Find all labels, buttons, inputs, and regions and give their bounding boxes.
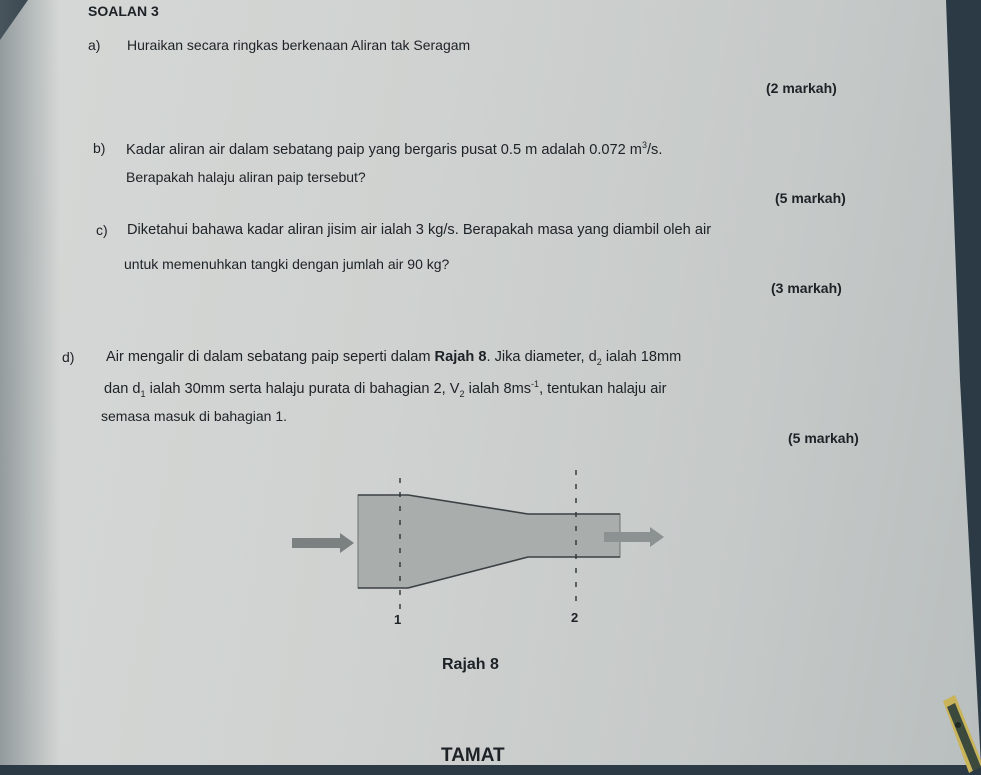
question-a-text: Huraikan secara ringkas berkenaan Aliran tak Seragam bbox=[127, 37, 471, 53]
pipe-diagram bbox=[288, 470, 678, 640]
question-a-marks: (2 markah) bbox=[766, 80, 837, 96]
inlet-arrow bbox=[292, 533, 354, 553]
pen-image bbox=[925, 695, 981, 775]
question-d-line-3: semasa masuk di bahagian 1. bbox=[101, 408, 287, 424]
section-1-label: 1 bbox=[394, 612, 402, 627]
question-d-marks: (5 markah) bbox=[788, 430, 859, 446]
paper-shadow bbox=[0, 0, 60, 765]
question-d-line-1: Air mengalir di dalam sebatang paip seperti dalam Rajah 8. Jika diameter, $d_2$ ialah 18mm bbox=[106, 349, 682, 367]
question-b-line-2: Berapakah halaju aliran paip tersebut? bbox=[126, 169, 366, 185]
question-c-marks: (3 markah) bbox=[771, 280, 842, 296]
question-a-label: a) bbox=[88, 37, 101, 53]
question-d-label: d) bbox=[62, 349, 75, 365]
end-marker: TAMAT bbox=[441, 745, 505, 766]
question-heading: SOALAN 3 bbox=[88, 3, 159, 19]
question-d-line-2: dan $d_1$ ialah 30mm serta halaju purata di bahagian 2, $V_2$ ialah $8ms^{-1}$, tentukan halaju air bbox=[104, 379, 667, 399]
question-c-label: c) bbox=[96, 222, 108, 238]
section-2-label: 2 bbox=[571, 610, 579, 625]
question-c-line-2: untuk memenuhkan tangki dengan jumlah air 90 kg? bbox=[124, 256, 450, 272]
pipe-body bbox=[358, 495, 620, 588]
question-b-marks: (5 markah) bbox=[775, 190, 846, 206]
question-b-label: b) bbox=[93, 140, 106, 156]
figure-caption: Rajah 8 bbox=[442, 656, 499, 673]
question-c-line-1: Diketahui bahawa kadar aliran jisim air ialah 3 kg/s. Berapakah masa yang diambil oleh air bbox=[127, 222, 712, 238]
question-b-line-1: Kadar aliran air dalam sebatang paip yang bergaris pusat 0.5 m adalah 0.072 $m^3/s$. bbox=[126, 140, 663, 158]
